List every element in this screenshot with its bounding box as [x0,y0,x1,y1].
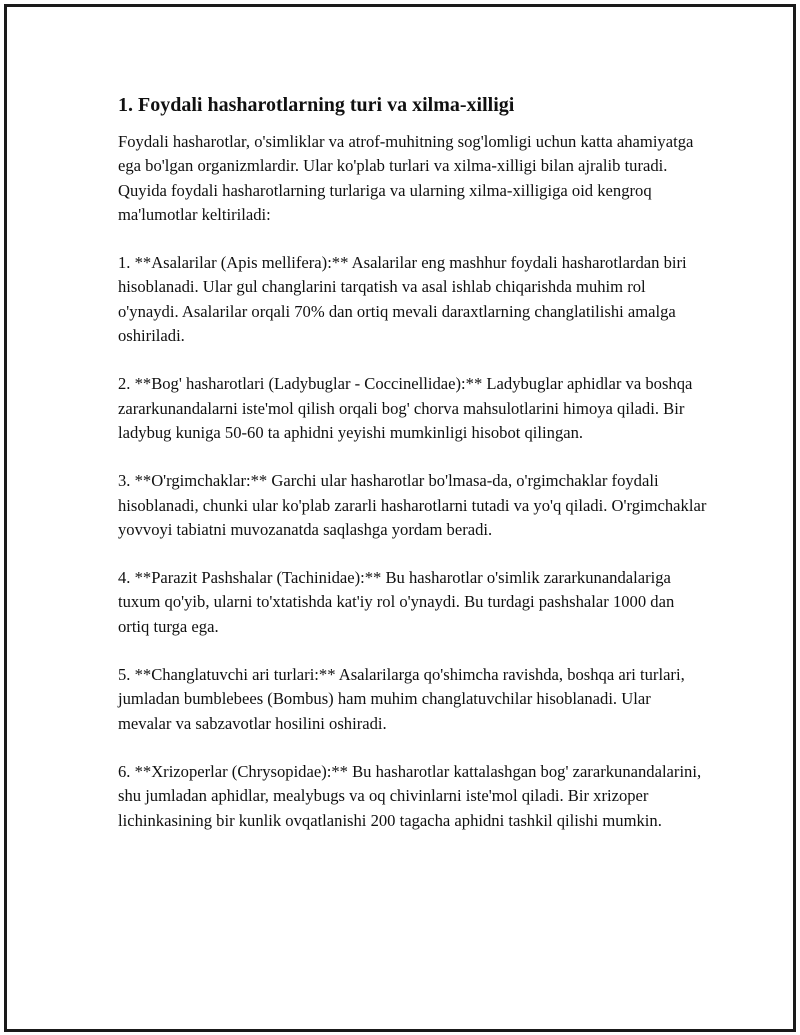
paragraph-parazit-pashshalar: 4. **Parazit Pashshalar (Tachinidae):** Bu hasharotlar o'simlik zararkunandalariga tuxum qo'yib, ularni to'xtatishda kat'iy rol o'ynaydi. Bu turdagi pashshalar 1000 dan ortiq turga ega. [118,568,675,636]
paragraph-ladybuglar: 2. **Bog' hasharotlari (Ladybuglar - Coccinellidae):** Ladybuglar aphidlar va boshqa zararkunandalarni iste'mol qilish orqali bog' chorva mahsulotlarini himoya qiladi. Bir ladybug kuniga 50-60 ta aphidni yeyishi mumkinligi hisobot qilingan. [118,374,693,442]
paragraph-orgimchaklar: 3. **O'rgimchaklar:** Garchi ular hasharotlar bo'lmasa-da, o'rgimchaklar foydali hisoblanadi, chunki ular ko'plab zararli hasharotlarni tutadi va yo'q qiladi. O'rgimchaklar yovvoyi tabiatni muvozanatda saqlashga yordam beradi. [118,471,707,539]
document-body [118,92,708,857]
document-title: 1. Foydali hasharotlarning turi va xilma-xilligi [118,94,515,116]
paragraph-xrizoperlar: 6. **Xrizoperlar (Chrysopidae):** Bu hasharotlar kattalashgan bog' zararkunandalarini, shu jumladan aphidlar, mealybugs va oq chivinlarni iste'mol qiladi. Bir xrizoper lichinkasining bir kunlik ovqatlanishi 200 tagacha aphidni tashkil qilishi mumkin. [118,761,702,830]
intro-paragraph: Foydali hasharotlar, o'simliklar va atrof-muhitning sog'lomligi uchun katta ahamiyatga ega bo'lgan organizmlardir. Ular ko'plab turlari va xilma-xilligi bilan ajralib turadi. Quyida foydali hasharotlarning turlariga va ularning xilma-xilligiga oid kengroq ma'lumotlar keltiriladi: [118,132,694,224]
paragraph-asalarilar: 1. **Asalarilar (Apis mellifera):** Asalarilar eng mashhur foydali hasharotlardan biri hisoblanadi. Ular gul changlarini tarqatish va asal ishlab chiqarishda muhim rol o'ynaydi. Asalarilar orqali 70% dan ortiq mevali daraxtlarning changlatilishi amalga oshiriladi. [118,253,687,346]
paragraph-changlatuvchi-arilar: 5. **Changlatuvchi ari turlari:** Asalarilarga qo'shimcha ravishda, boshqa ari turlari, jumladan bumblebees (Bombus) ham muhim changlatuvchilar hisoblanadi. Ular mevalar va sabzavotlar hosilini oshiradi. [118,665,685,733]
